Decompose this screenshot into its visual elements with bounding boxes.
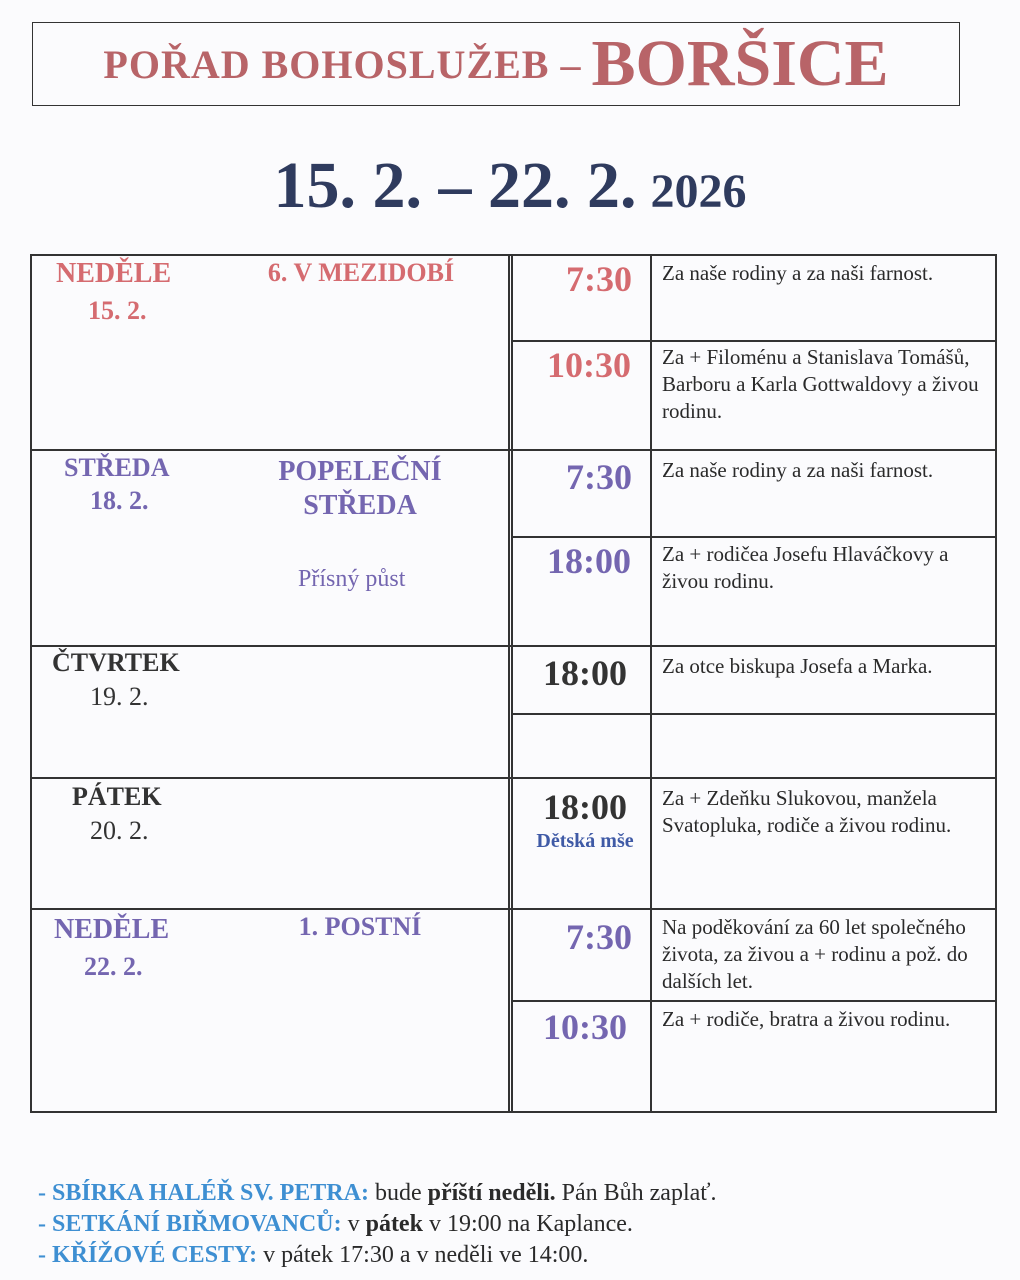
day-name: PÁTEK xyxy=(72,782,162,811)
announcement-key: - SBÍRKA HALÉŘ SV. PETRA: xyxy=(38,1180,369,1206)
subrow-line xyxy=(511,340,997,342)
announcement-key: - SETKÁNÍ BIŘMOVANCŮ: xyxy=(38,1211,342,1237)
day-date: 20. 2. xyxy=(90,816,149,845)
feast-name: POPELEČNÍ STŘEDA xyxy=(278,456,442,521)
day-date: 18. 2. xyxy=(90,486,149,515)
mass-intention: Za + Filoménu a Stanislava Tomášů, Barboru a Karla Gottwaldovy a živou rodinu. xyxy=(662,345,979,423)
table-border-right xyxy=(995,254,997,1112)
childrens-mass-label: Dětská mše xyxy=(536,830,634,852)
announcement-emphasis: příští neděli. xyxy=(427,1180,556,1206)
row-line xyxy=(30,449,997,451)
mass-time: 18:00 xyxy=(543,653,627,693)
day-date: 22. 2. xyxy=(84,952,143,981)
announcement-text: v 19:00 na Kaplance. xyxy=(422,1211,633,1237)
title-prefix: POŘAD BOHOSLUŽEB – xyxy=(103,41,582,87)
mass-time: 7:30 xyxy=(566,457,632,497)
mass-time: 18:00 xyxy=(543,787,627,827)
mass-intention: Za + Zdeňku Slukovou, manžela Svatopluka, rodiče a živou rodinu. xyxy=(662,786,952,837)
day-name: ČTVRTEK xyxy=(52,648,180,677)
subrow-line xyxy=(511,1000,997,1002)
year: 2026 xyxy=(650,165,747,218)
row-line xyxy=(30,908,997,910)
day-date: 15. 2. xyxy=(88,296,147,325)
mass-time: 7:30 xyxy=(566,259,632,299)
table-divider-left xyxy=(508,254,510,1112)
mass-intention: Za otce biskupa Josefa a Marka. xyxy=(662,654,933,678)
row-line xyxy=(30,645,997,647)
announcement-text: bude xyxy=(368,1180,428,1206)
week-range xyxy=(0,148,1020,224)
announcement-key: - KŘÍŽOVÉ CESTY: xyxy=(38,1242,258,1268)
parish-name: BORŠICE xyxy=(591,27,889,100)
table-border-left xyxy=(30,254,32,1112)
row-line xyxy=(30,777,997,779)
mass-intention: Za naše rodiny a za naši farnost. xyxy=(662,261,934,285)
mass-intention: Za + rodiče, bratra a živou rodinu. xyxy=(662,1007,951,1031)
day-date: 19. 2. xyxy=(90,682,149,711)
row-line xyxy=(30,254,997,256)
mass-time: 7:30 xyxy=(566,917,632,957)
announcement-text: v pátek 17:30 a v neděli ve 14:00. xyxy=(257,1242,589,1268)
announcements xyxy=(38,1178,717,1271)
subrow-line xyxy=(511,536,997,538)
mass-time: 10:30 xyxy=(547,345,631,385)
announcement-text: Pán Bůh zaplať. xyxy=(555,1180,717,1206)
announcement-item xyxy=(38,1178,717,1209)
mass-intention: Za naše rodiny a za naši farnost. xyxy=(662,458,934,482)
announcement-emphasis: pátek xyxy=(365,1211,423,1237)
announcement-item xyxy=(38,1209,717,1240)
table-divider-left-2 xyxy=(511,254,513,1112)
announcement-item xyxy=(38,1240,717,1271)
subrow-line xyxy=(511,713,997,715)
feast-name: 1. POSTNÍ xyxy=(298,912,422,941)
mass-intention: Na poděkování za 60 let společného života, za živou a + rodinu a pož. do dalších let. xyxy=(662,915,968,993)
mass-intention: Za + rodičea Josefu Hlaváčkovy a živou rodinu. xyxy=(662,542,949,593)
row-line xyxy=(30,1111,997,1113)
announcement-text: v xyxy=(341,1211,366,1237)
day-name: STŘEDA xyxy=(64,453,170,482)
day-name: NEDĚLE xyxy=(56,258,172,289)
date-range: 15. 2. – 22. 2. xyxy=(273,149,637,222)
fasting-note: Přísný půst xyxy=(298,566,406,592)
day-name: NEDĚLE xyxy=(54,914,170,945)
header-box xyxy=(32,22,960,106)
mass-time: 10:30 xyxy=(543,1007,627,1047)
feast-name: 6. V MEZIDOBÍ xyxy=(267,258,455,287)
mass-time: 18:00 xyxy=(547,541,631,581)
